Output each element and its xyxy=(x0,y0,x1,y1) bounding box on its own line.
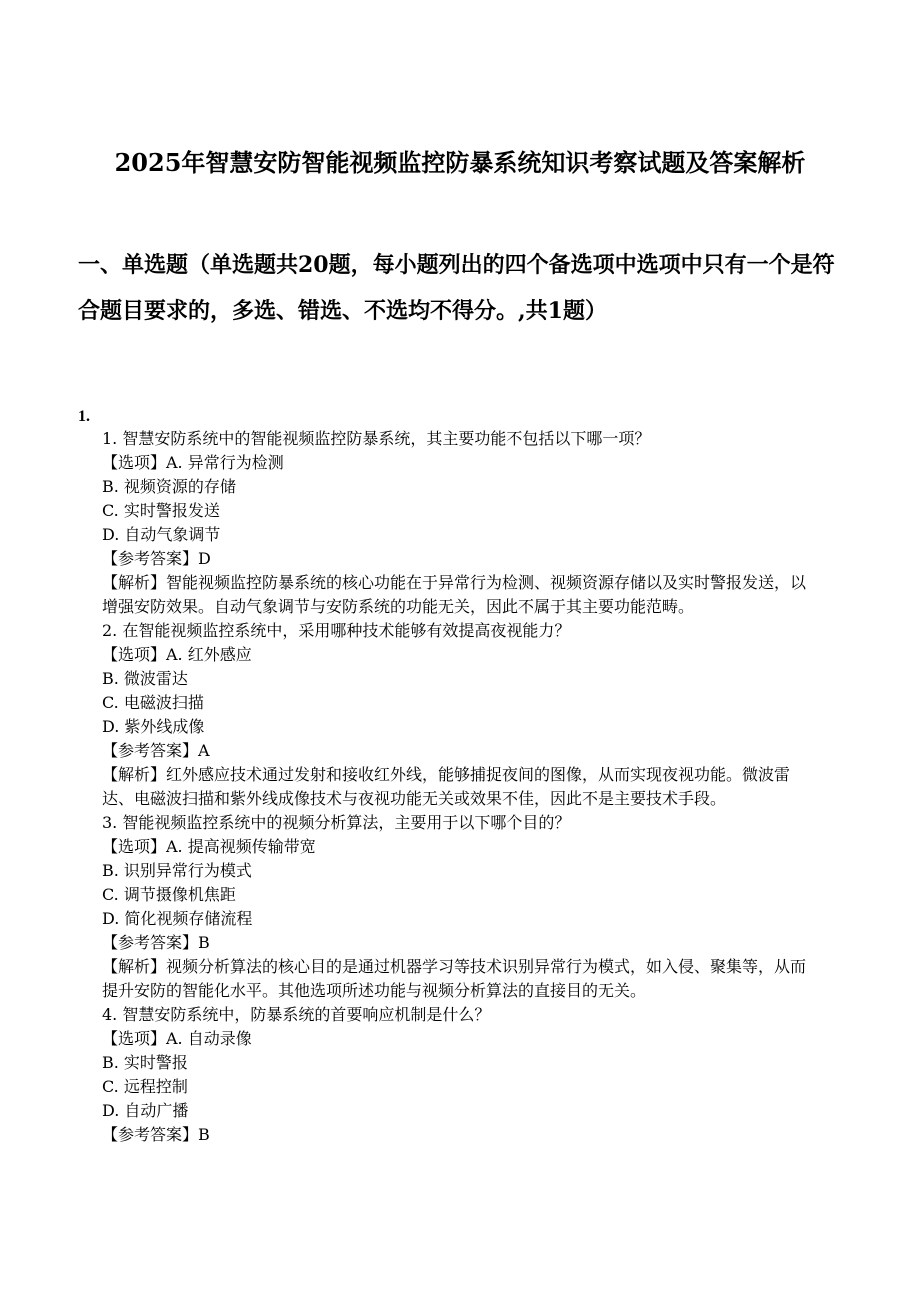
question-list xyxy=(102,427,814,1147)
reference-answer: 【参考答案】B xyxy=(102,1125,210,1144)
question-item xyxy=(102,619,814,811)
question-stem: 2. 在智能视频监控系统中，采用哪种技术能够有效提高夜视能力？ xyxy=(102,621,571,640)
document-title: 2025年智慧安防智能视频监控防暴系统知识考察试题及答案解析 xyxy=(114,148,806,177)
question-item xyxy=(102,1003,814,1147)
option-a: 【选项】A. 异常行为检测 xyxy=(102,453,284,472)
option-d: D. 自动广播 xyxy=(102,1101,189,1120)
answer-analysis: 【解析】红外感应技术通过发射和接收红外线，能够捕捉夜间的图像，从而实现夜视功能。微波雷达、电磁波扫描和紫外线成像技术与夜视功能无关或效果不佳，因此不是主要技术手段。 xyxy=(102,765,791,808)
option-b: B. 微波雷达 xyxy=(102,669,188,688)
question-stem: 1. 智慧安防系统中的智能视频监控防暴系统，其主要功能不包括以下哪一项？ xyxy=(102,429,651,448)
question-group-number: 1. xyxy=(78,408,90,425)
option-c: C. 远程控制 xyxy=(102,1077,188,1096)
option-c: C. 调节摄像机焦距 xyxy=(102,885,236,904)
answer-analysis: 【解析】智能视频监控防暴系统的核心功能在于异常行为检测、视频资源存储以及实时警报发送，以增强安防效果。自动气象调节与安防系统的功能无关，因此不属于其主要功能范畴。 xyxy=(102,573,807,616)
section-heading: 一、单选题（单选题共20题，每小题列出的四个备选项中选项中只有一个是符合题目要求的，多选、错选、不选均不得分。,共1题） xyxy=(78,252,835,324)
option-c: C. 电磁波扫描 xyxy=(102,693,204,712)
option-a: 【选项】A. 自动录像 xyxy=(102,1029,252,1048)
option-d: D. 自动气象调节 xyxy=(102,525,221,544)
reference-answer: 【参考答案】A xyxy=(102,741,210,760)
reference-answer: 【参考答案】D xyxy=(102,549,211,568)
question-item xyxy=(102,427,814,619)
question-item xyxy=(102,811,814,1003)
option-d: D. 简化视频存储流程 xyxy=(102,909,253,928)
question-stem: 3. 智能视频监控系统中的视频分析算法，主要用于以下哪个目的？ xyxy=(102,813,571,832)
option-b: B. 识别异常行为模式 xyxy=(102,861,252,880)
option-a: 【选项】A. 红外感应 xyxy=(102,645,252,664)
reference-answer: 【参考答案】B xyxy=(102,933,210,952)
option-c: C. 实时警报发送 xyxy=(102,501,220,520)
option-d: D. 紫外线成像 xyxy=(102,717,205,736)
option-b: B. 视频资源的存储 xyxy=(102,477,236,496)
option-a: 【选项】A. 提高视频传输带宽 xyxy=(102,837,316,856)
option-b: B. 实时警报 xyxy=(102,1053,188,1072)
answer-analysis: 【解析】视频分析算法的核心目的是通过机器学习等技术识别异常行为模式，如入侵、聚集等，从而提升安防的智能化水平。其他选项所述功能与视频分析算法的直接目的无关。 xyxy=(102,957,807,1000)
question-stem: 4. 智慧安防系统中，防暴系统的首要响应机制是什么？ xyxy=(102,1005,491,1024)
